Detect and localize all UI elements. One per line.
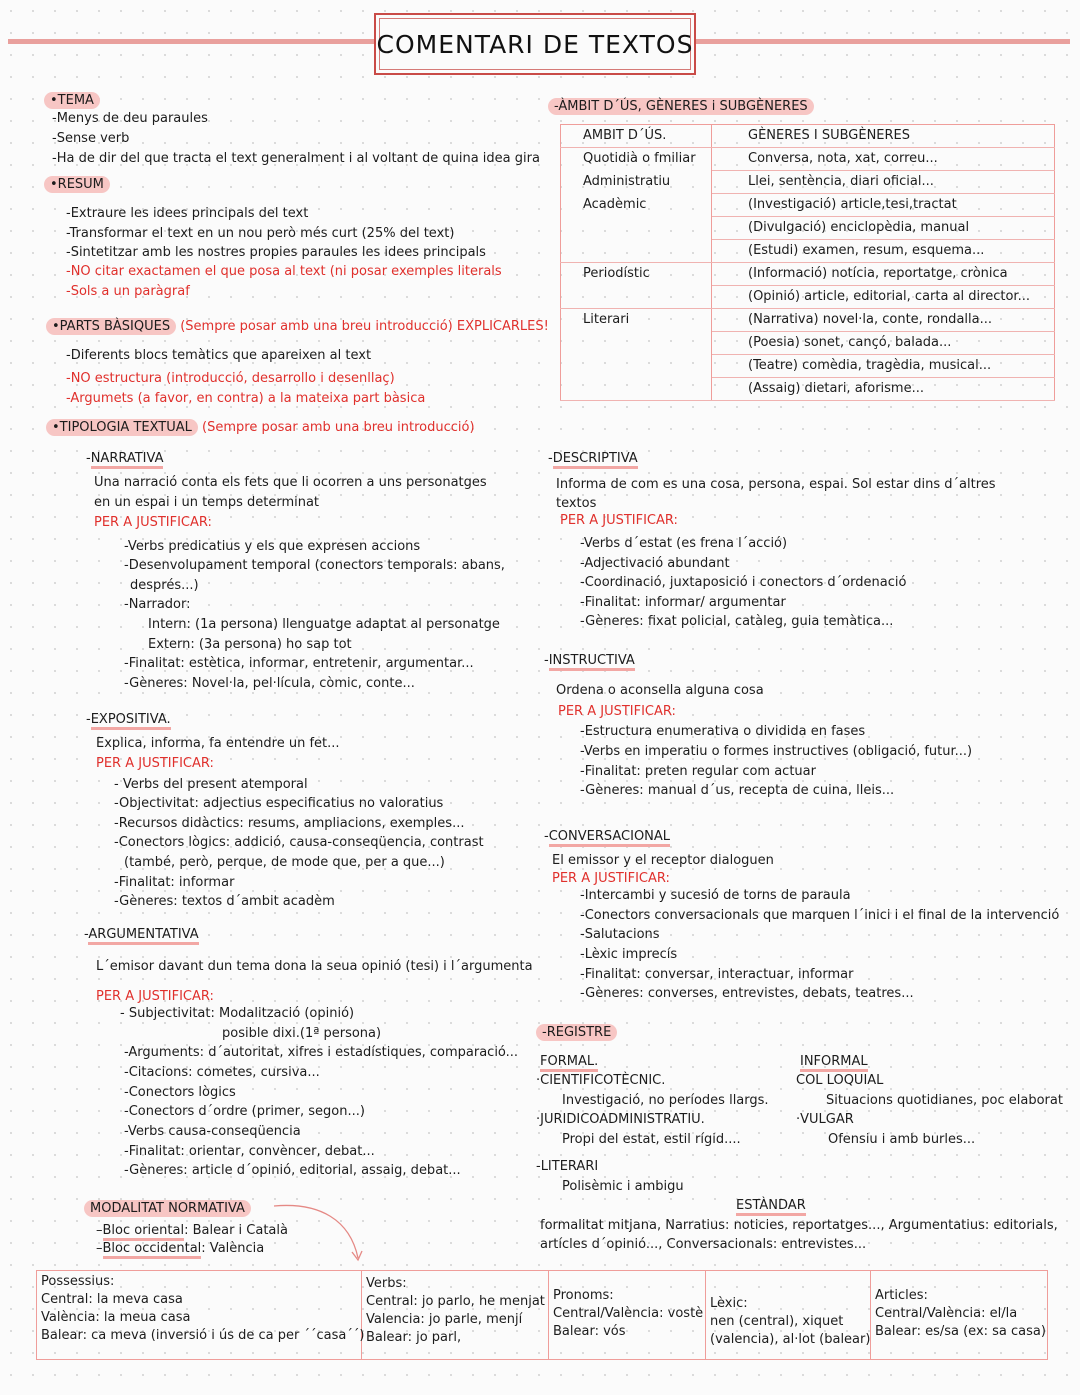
registre-informal: INFORMAL (800, 1054, 868, 1072)
title-line-right (694, 39, 1070, 44)
modalitat-heading: MODALITAT NORMATIVA (84, 1200, 251, 1217)
descriptiva-justify: PER A JUSTIFICAR: (560, 513, 678, 528)
descriptiva-item: -Verbs d´estat (es frena l´acció) (580, 536, 788, 551)
table-row: Literari (Narrativa) novel·la, conte, rondalla... (561, 309, 1055, 332)
conversacional-item: -Conectors conversacionals que marquen l´inici i el final de la intervenció (580, 908, 1060, 923)
conversacional-item: -Lèxic imprecís (580, 947, 678, 962)
table-header-generes: GÈNERES I SUBGÈNERES (712, 125, 1055, 148)
registre-formal: FORMAL. (540, 1054, 598, 1072)
table-row: (Estudi) examen, resum, esquema... (561, 240, 1055, 263)
conversacional-justify: PER A JUSTIFICAR: (552, 871, 670, 886)
possessius-cell: Possessius: Central: la meva casa València: la meua casa Balear: ca meva (inversió i ús de ca per ´´casa´´) (37, 1271, 362, 1359)
dialect-table (36, 1270, 1048, 1360)
conversacional-item: -Gèneres: converses, entrevistes, debats, teatres... (580, 986, 914, 1001)
argumentativa-desc: L´emisor davant dun tema dona la seua opinió (tesi) i l´argumenta (96, 959, 533, 974)
table-row: (Teatre) comèdia, tragèdia, musical... (561, 355, 1055, 378)
expositiva-item: (també, però, perque, de mode que, per a que...) (124, 855, 445, 870)
table-row: (Poesia) sonet, cançó, balada... (561, 332, 1055, 355)
expositiva-item: -Objectivitat: adjectius especificatius no valoratius (114, 796, 444, 811)
expositiva-item: - Verbs del present atemporal (114, 777, 308, 792)
argumentativa-item: -Finalitat: orientar, convèncer, debat... (124, 1144, 375, 1159)
verbs-cell: Verbs: Central: jo parlo, he menjat Valencia: jo parle, menjí Balear: jo parl, (362, 1271, 549, 1359)
table-row: (Opinió) article, editorial, carta al director... (561, 286, 1055, 309)
argumentativa-item: posible dixi.(1ª persona) (222, 1026, 382, 1041)
registre-col-desc: Situacions quotidianes, poc elaborat (826, 1093, 1063, 1108)
tipologia-heading: •TIPOLOGIA TEXTUAL (46, 419, 198, 436)
narrativa-desc: en un espai i un temps determinat (94, 495, 320, 510)
resum-item: -Transformar el text en un nou però més curt (25% del text) (66, 226, 455, 241)
conversacional-heading: CONVERSACIONAL (549, 829, 670, 847)
registre-juridic: JURIDICOADMINISTRATIU. (540, 1112, 705, 1127)
descriptiva-item: -Finalitat: informar/ argumentar (580, 595, 786, 610)
table-header-ambit: AMBIT D´ÚS. (561, 125, 712, 148)
parts-red-item: -NO estructura (introducció, desarrollo i desenllaç) (66, 371, 395, 386)
conversacional-item: -Finalitat: conversar, interactuar, informar (580, 967, 854, 982)
narrativa-desc: Una narració conta els fets que li ocorren a uns personatges (94, 475, 487, 490)
registre-estandar-desc: artícles d´opinió..., Conversacionals: entrevistes... (540, 1237, 867, 1252)
page-title: COMENTARI DE TEXTOS (374, 13, 696, 75)
table-row: Administratiu Llei, sentència, diari oficial... (561, 171, 1055, 194)
instructiva-desc: Ordena o aconsella alguna cosa (556, 683, 764, 698)
resum-item: -Extraure les idees principals del text (66, 206, 309, 221)
conversacional-item: -Intercambi y sucesió de torns de paraula (580, 888, 851, 903)
instructiva-item: -Gèneres: manual d´us, recepta de cuina, lleis... (580, 783, 895, 798)
modalitat-item: –Bloc oriental: Balear i Català (96, 1222, 288, 1240)
parts-red-item: -Argumets (a favor, en contra) a la mateixa part bàsica (66, 391, 426, 406)
parts-note: (Sempre posar amb una breu introducció) EXPLICARLES! (180, 319, 549, 334)
narrativa-item: -Narrador: (124, 597, 191, 612)
argumentativa-item: -Conectors d´ordre (primer, segon...) (124, 1104, 365, 1119)
instructiva-item: -Estructura enumerativa o dividida en fases (580, 724, 866, 739)
expositiva-item: -Gèneres: textos d´ambit acadèm (114, 894, 335, 909)
resum-red-item: -NO citar exactamen el que posa al text (ni posar exemples literals (66, 264, 502, 279)
expositiva-justify: PER A JUSTIFICAR: (96, 756, 214, 771)
registre-vulgar-desc: Ofensiu i amb burles... (828, 1132, 976, 1147)
articles-cell: Articles: Central/València: el/la Balear: es/sa (ex: sa casa) (875, 1288, 1046, 1339)
expositiva-item: -Conectors lògics: addició, causa-conseqüencia, contrast (114, 835, 484, 850)
pronoms-cell: Pronoms: Central/València: vostè Balear: vós (549, 1271, 706, 1359)
curved-arrow-icon (270, 1200, 370, 1265)
narrativa-item: -Finalitat: estètica, informar, entretenir, argumentar... (124, 656, 474, 671)
descriptiva-item: -Adjectivació abundant (580, 556, 730, 571)
tipologia-note: (Sempre posar amb una breu introducció) (202, 420, 475, 435)
narrativa-item: Intern: (1a persona) llenguatge adaptat al personatge (148, 617, 500, 632)
registre-col: COL LOQUIAL (796, 1073, 884, 1088)
registre-literari-desc: Polisèmic i ambigu (562, 1179, 684, 1194)
narrativa-item: -Verbs predicatius y els que expresen accions (124, 539, 421, 554)
expositiva-item: -Recursos didàctics: resums, ampliacions, exemples... (114, 816, 465, 831)
argumentativa-item: -Conectors lògics (124, 1085, 236, 1100)
resum-item: -Sintetitzar amb les nostres propies paraules les idees principals (66, 245, 486, 260)
registre-heading: -REGISTRE (536, 1024, 617, 1041)
registre-vulgar: VULGAR (800, 1112, 854, 1127)
expositiva-item: -Finalitat: informar (114, 875, 235, 890)
resum-red-item: -Sols a un paràgraf (66, 284, 190, 299)
descriptiva-item: -Coordinació, juxtaposició i conectors d´ordenació (580, 575, 907, 590)
narrativa-item: -Gèneres: Novel·la, pel·lícula, còmic, conte... (124, 676, 415, 691)
lexic-cell: Lèxic: nen (central), xiquet (valencia), al·lot (balear) (706, 1271, 871, 1359)
narrativa-justify: PER A JUSTIFICAR: (94, 515, 212, 530)
registre-estandar: ESTÀNDAR (736, 1198, 806, 1216)
resum-heading: •RESUM (44, 176, 110, 193)
instructiva-item: -Verbs en imperatiu o formes instructives (obligació, futur...) (580, 744, 973, 759)
expositiva-desc: Explica, informa, fa entendre un fet... (96, 736, 340, 751)
registre-estandar-desc: formalitat mitjana, Narratius: noticies, reportatges..., Argumentatius: editorials, (540, 1218, 1058, 1233)
table-row: (Divulgació) enciclopèdia, manual (561, 217, 1055, 240)
tema-item: -Ha de dir del que tracta el text generalment i al voltant de quina idea gira (52, 151, 540, 166)
narrativa-item: després...) (130, 578, 199, 593)
instructiva-justify: PER A JUSTIFICAR: (558, 704, 676, 719)
table-row: Periodístic (Informació) notícia, reportatge, crònica (561, 263, 1055, 286)
registre-literari: -LITERARI (536, 1159, 599, 1174)
ambit-heading: -ÀMBIT D´ÚS, GÈNERES i SUBGÈNERES (548, 98, 814, 115)
parts-item: -Diferents blocs temàtics que apareixen al text (66, 348, 372, 363)
narrativa-item: Extern: (3a persona) ho sap tot (148, 637, 352, 652)
modalitat-item: –Bloc occidental: València (96, 1240, 264, 1258)
registre-juridic-desc: Propi del estat, estil rígid.... (562, 1132, 741, 1147)
table-row: Acadèmic (Investigació) article,tesi,tractat (561, 194, 1055, 217)
tema-item: -Sense verb (52, 131, 130, 146)
expositiva-heading: EXPOSITIVA. (91, 712, 171, 730)
argumentativa-item: -Citacions: cometes, cursiva... (124, 1065, 320, 1080)
registre-cientific-desc: Investigació, no períodes llargs. (562, 1093, 769, 1108)
title-line-left (8, 39, 374, 44)
conversacional-item: -Salutacions (580, 927, 660, 942)
narrativa-item: -Desenvolupament temporal (conectors temporals: abans, (124, 558, 505, 573)
instructiva-heading: INSTRUCTIVA (549, 653, 635, 671)
argumentativa-item: -Verbs causa-conseqüencia (124, 1124, 301, 1139)
argumentativa-item: - Subjectivitat: Modalització (opinió) (120, 1006, 355, 1021)
descriptiva-desc: textos (556, 496, 597, 511)
genres-table (560, 124, 1055, 401)
conversacional-desc: El emissor y el receptor dialoguen (552, 853, 774, 868)
instructiva-item: -Finalitat: preten regular com actuar (580, 764, 816, 779)
tema-item: -Menys de deu paraules (52, 111, 208, 126)
argumentativa-item: -Arguments: d´autoritat, xifres i estadístiques, comparació... (124, 1045, 519, 1060)
argumentativa-heading: ARGUMENTATIVA (88, 927, 198, 945)
registre-cientific: CIENTIFICOTÈCNIC. (540, 1073, 666, 1088)
descriptiva-item: -Gèneres: fixat policial, catàleg, guia temàtica... (580, 614, 894, 629)
argumentativa-justify: PER A JUSTIFICAR: (96, 989, 214, 1004)
descriptiva-heading: DESCRIPTIVA (553, 451, 638, 469)
table-row: Quotidià o fmiliar Conversa, nota, xat, correu... (561, 148, 1055, 171)
table-row: (Assaig) dietari, aforisme... (561, 378, 1055, 401)
descriptiva-desc: Informa de com es una cosa, persona, espai. Sol estar dins d´altres (556, 477, 996, 492)
tema-heading: •TEMA (44, 92, 100, 109)
argumentativa-item: -Gèneres: article d´opinió, editorial, assaig, debat... (124, 1163, 461, 1178)
parts-heading: •PARTS BÀSIQUES (46, 318, 176, 335)
narrativa-heading: NARRATIVA (91, 451, 164, 469)
